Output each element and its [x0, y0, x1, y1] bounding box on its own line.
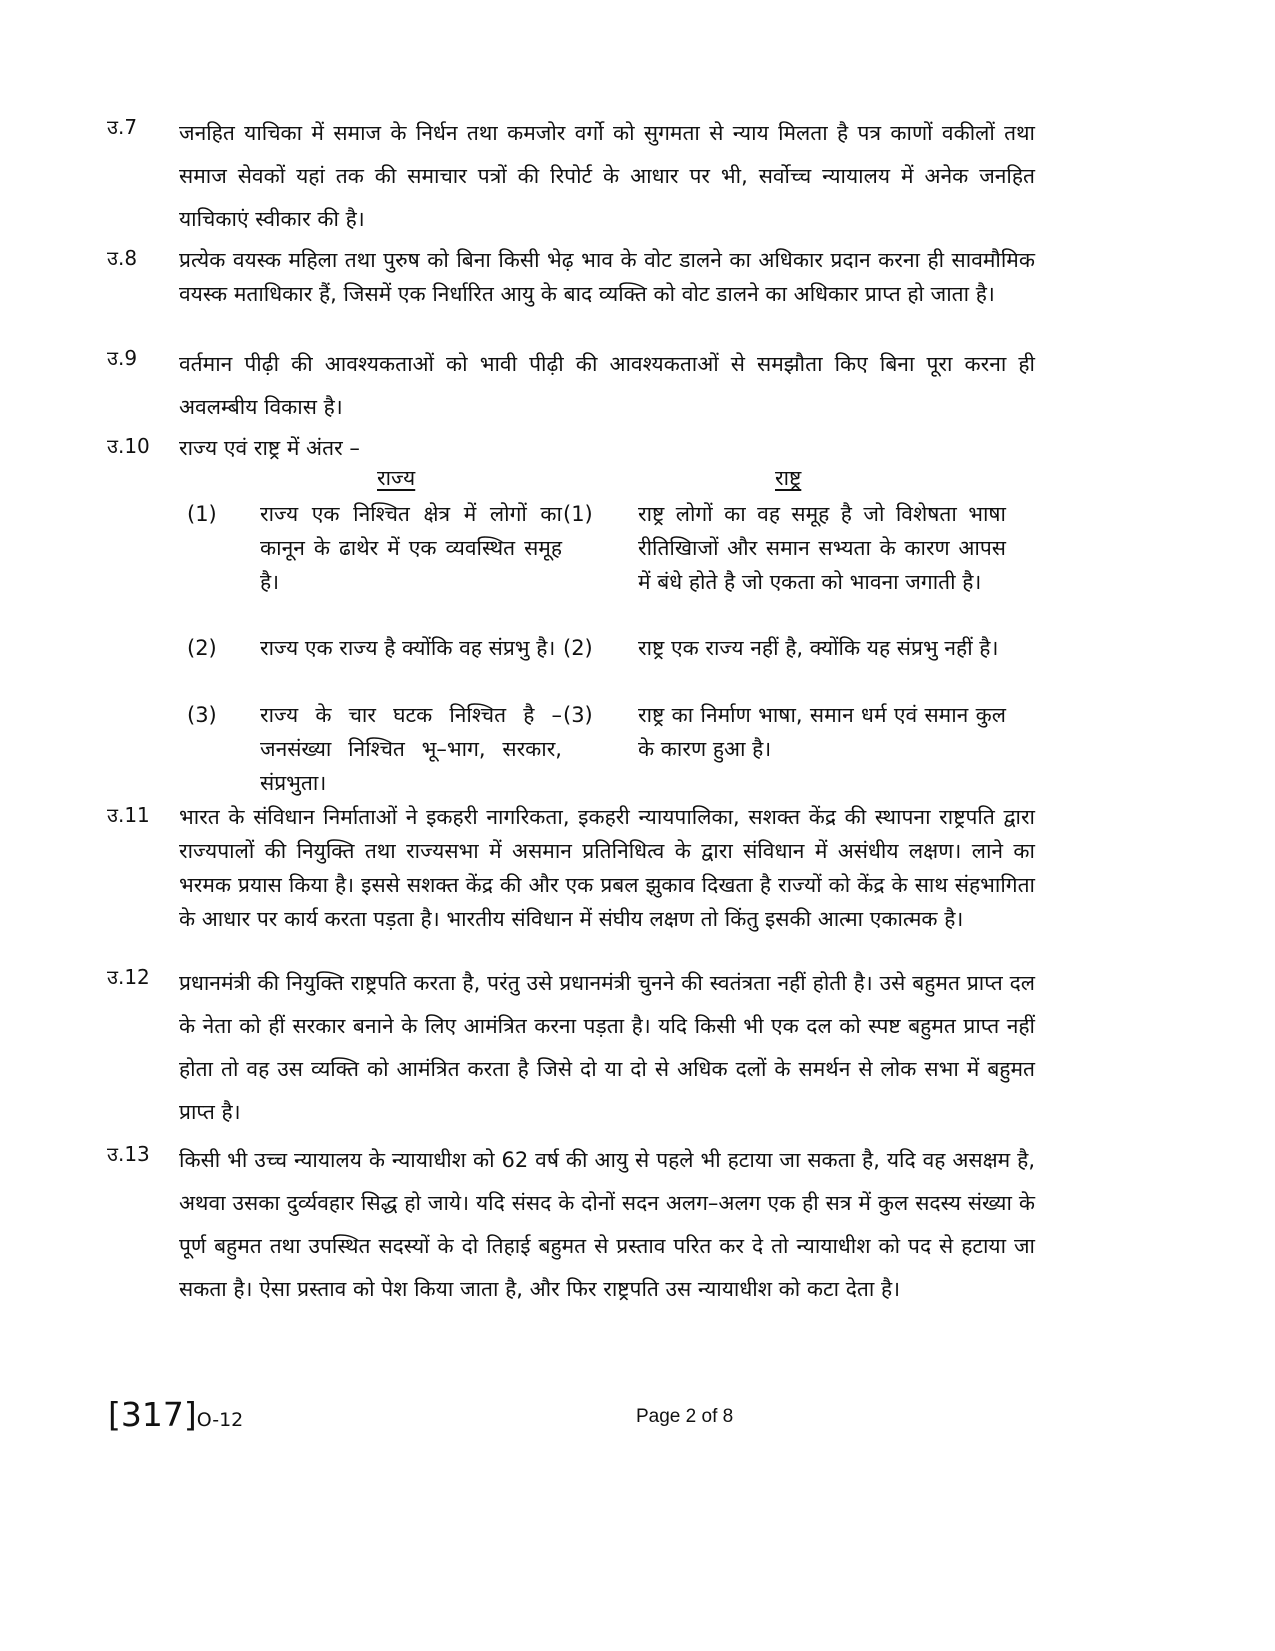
column-heading-nation: राष्ट्र — [775, 466, 802, 490]
nation-point: राष्ट्र एक राज्य नहीं है, क्योंकि यह संप्रभु नहीं है। — [638, 636, 999, 660]
row-number: (3) — [187, 703, 217, 727]
row-number: (2) — [187, 636, 217, 660]
row-number: (1) — [187, 502, 217, 526]
page-number: Page 2 of 8 — [636, 1406, 734, 1427]
row-number: (2) — [563, 636, 593, 660]
paper-code — [108, 1395, 243, 1440]
row-number: (1) — [563, 502, 593, 526]
answer-number: उ.9 — [107, 346, 138, 370]
answer-text: राज्य एवं राष्ट्र में अंतर – — [179, 436, 360, 460]
paper-code-main: [317] — [108, 1395, 197, 1434]
answer-text: जनहित याचिका में समाज के निर्धन तथा कमजोर वर्गो को सुगमता से न्याय मिलता है पत्र काणों वकीलों तथा समाज सेवकों यहां तक की समाचार पत्रों की रिपोर्ट के आधार पर भी, सर्वोच्च न्यायालय में अनेक जनहित याचिकाएं स्वीकार की है। — [179, 121, 1035, 231]
column-heading-state: राज्य — [377, 466, 416, 490]
nation-point: राष्ट्र लोगों का वह समूह है जो विशेषता भाषा रीतिखिाजों और समान सभ्यता के कारण आपस में बंधे होते है जो एकता को भावना जगाती है। — [638, 502, 1006, 594]
answer-text: प्रत्येक वयस्क महिला तथा पुरुष को बिना किसी भेढ़ भाव के वोट डालने का अधिकार प्रदान करना ही सावमौमिक वयस्क मताधिकार हैं, जिसमें एक निर्धारित आयु के बाद व्यक्ति को वोट डालने का अधिकार प्राप्त हो जाता है। — [179, 248, 1035, 306]
paper-code-sub: O-12 — [196, 1409, 244, 1431]
answer-text: वर्तमान पीढ़ी की आवश्यकताओं को भावी पीढ़ी की आवश्यकताओं से समझौता किए बिना पूरा करना ही अवलम्बीय विकास है। — [179, 352, 1035, 419]
answer-number: उ.11 — [107, 803, 150, 827]
answer-number: उ.8 — [107, 246, 138, 270]
row-number: (3) — [563, 703, 593, 727]
answer-number: उ.12 — [107, 965, 150, 989]
state-point: राज्य एक निश्चित क्षेत्र में लोगों का कानून के ढाथेर में एक व्यवस्थित समूह है। — [260, 502, 562, 594]
nation-point: राष्ट्र का निर्माण भाषा, समान धर्म एवं समान कुल के कारण हुआ है। — [638, 703, 1006, 761]
answer-text: किसी भी उच्च न्यायालय के न्यायाधीश को 62 वर्ष की आयु से पहले भी हटाया जा सकता है, यदि वह असक्षम है, अथवा उसका दुर्व्यवहार सिद्ध हो जाये। यदि संसद के दोनों सदन अलग–अलग एक ही सत्र में कुल सदस्य संख्या के पूर्ण बहुमत तथा उपस्थित सदस्यों के दो तिहाई बहुमत से प्रस्ताव परित कर दे तो न्यायाधीश को पद से हटाया जा सकता है। ऐसा प्रस्ताव को पेश किया जाता है, और फिर राष्ट्रपति उस न्यायाधीश को कटा देता है। — [179, 1148, 1035, 1301]
answer-number: उ.7 — [107, 115, 138, 139]
answer-text: भारत के संविधान निर्माताओं ने इकहरी नागरिकता, इकहरी न्यायपालिका, सशक्त केंद्र की स्थापना राष्ट्रपति द्वारा राज्यपालों की नियुक्ति तथा राज्यसभा में असमान प्रतिनिधित्व के द्वारा संविधान में असंधीय लक्षण। लाने का भरमक प्रयास किया है। इससे सशक्त केंद्र की और एक प्रबल झुकाव दिखता है राज्यों को केंद्र के साथ संहभागिता के आधार पर कार्य करता पड़ता है। भारतीय संविधान में संघीय लक्षण तो किंतु इसकी आत्मा एकात्मक है। — [179, 805, 1035, 931]
state-point: राज्य एक राज्य है क्योंकि वह संप्रभु है। — [260, 636, 556, 660]
answer-number: उ.13 — [107, 1142, 150, 1166]
answer-text: प्रधानमंत्री की नियुक्ति राष्ट्रपति करता है, परंतु उसे प्रधानमंत्री चुनने की स्वतंत्रता नहीं होती है। उसे बहुमत प्राप्त दल के नेता को हीं सरकार बनाने के लिए आमंत्रित करना पड़ता है। यदि किसी भी एक दल को स्पष्ट बहुमत प्राप्त नहीं होता तो वह उस व्यक्ति को आमंत्रित करता है जिसे दो या दो से अधिक दलों के समर्थन से लोक सभा में बहुमत प्राप्त है। — [179, 971, 1035, 1124]
state-point: राज्य के चार घटक निश्चित है – जनसंख्या निश्चित भू–भाग, सरकार, संप्रभुता। — [260, 703, 562, 795]
answer-number: उ.10 — [107, 434, 150, 458]
